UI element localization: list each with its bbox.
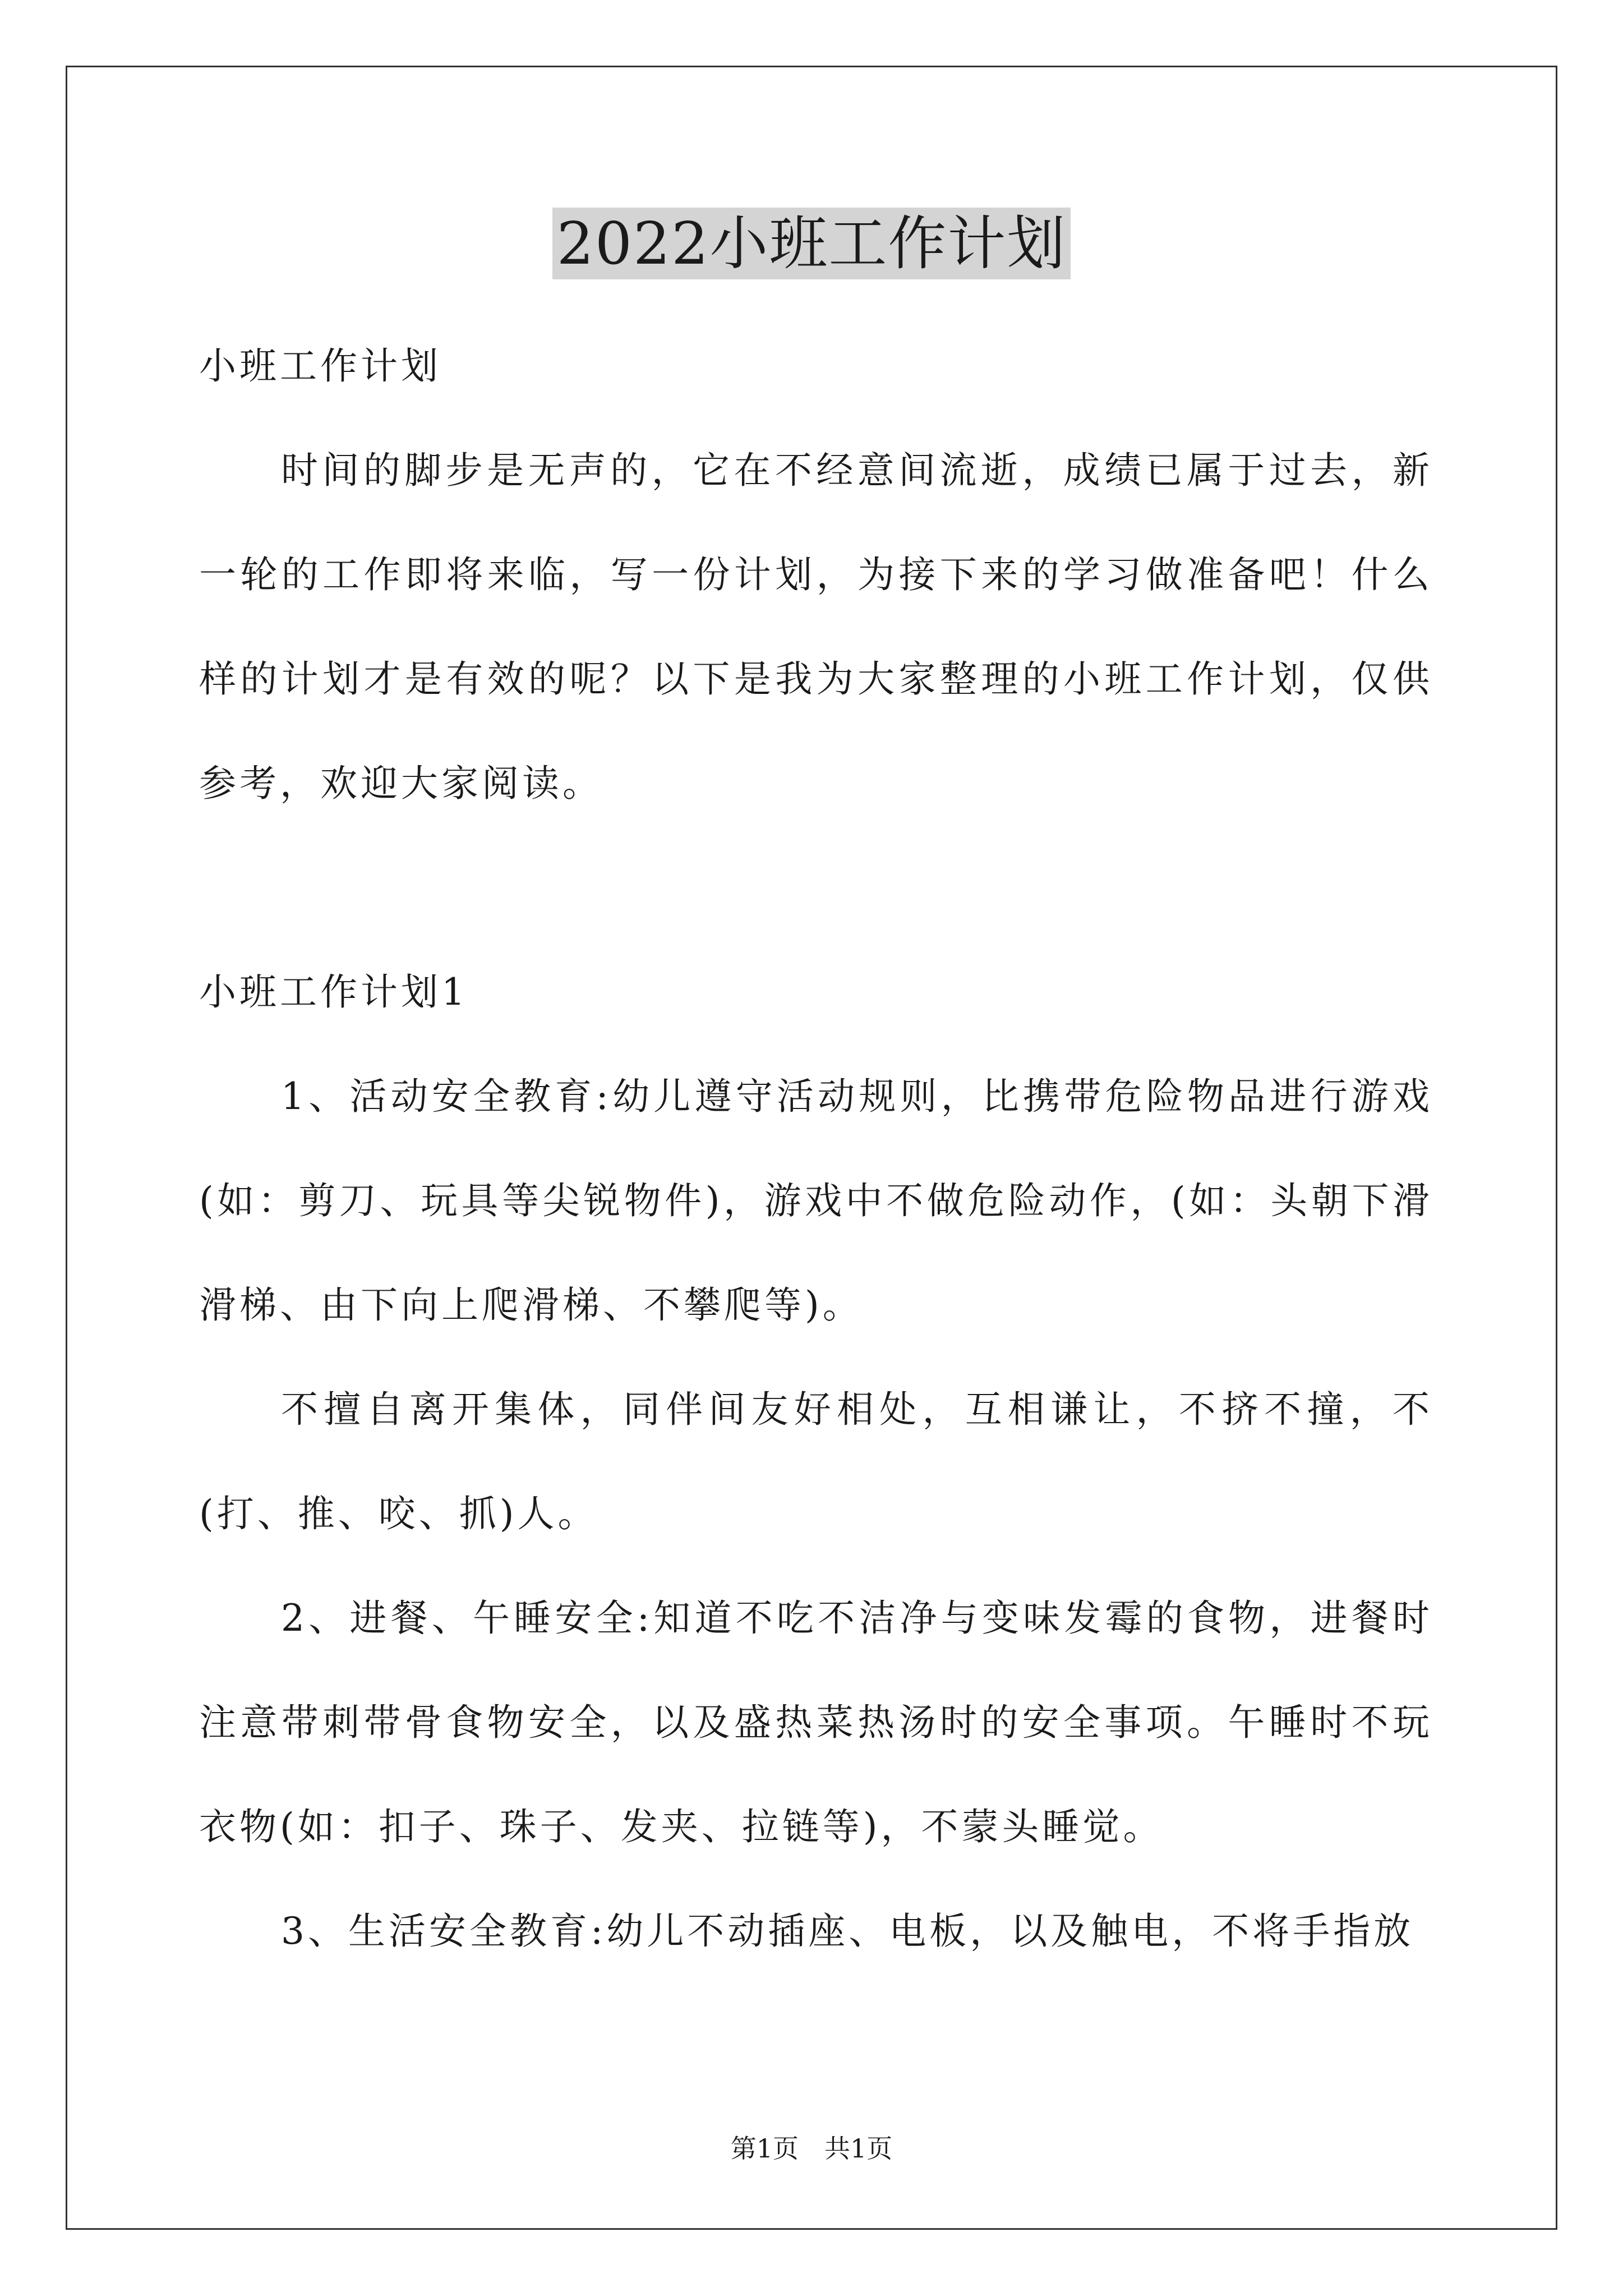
- document-subtitle: 小班工作计划: [199, 344, 441, 388]
- section-heading: 小班工作计划1: [199, 970, 468, 1014]
- document-body: [199, 314, 1433, 1984]
- section-spacer: [199, 836, 1433, 940]
- document-title: 2022小班工作计划: [552, 208, 1071, 279]
- intro-paragraph: 时间的脚步是无声的，它在不经意间流逝，成绩已属于过去，新一轮的工作即将来临，写一份计划，为接下来的学习做准备吧！什么样的计划才是有效的呢？以下是我为大家整理的小班工作计划，仅供参考，欢迎大家阅读。: [199, 449, 1433, 805]
- page-number: 第1页 共1页: [730, 2133, 893, 2164]
- body-paragraph: 不擅自离开集体，同伴间友好相处，互相谦让，不挤不撞，不(打、推、咬、抓)人。: [199, 1388, 1433, 1535]
- body-paragraph: 2、进餐、午睡安全:知道不吃不洁净与变味发霉的食物，进餐时注意带刺带骨食物安全，以及盛热菜热汤时的安全事项。午睡时不玩衣物(如：扣子、珠子、发夹、拉链等)，不蒙头睡觉。: [199, 1596, 1433, 1848]
- title-container: [0, 208, 1623, 279]
- body-paragraph: 1、活动安全教育:幼儿遵守活动规则，比携带危险物品进行游戏(如：剪刀、玩具等尖锐物件)，游戏中不做危险动作，(如：头朝下滑滑梯、由下向上爬滑梯、不攀爬等)。: [199, 1075, 1433, 1327]
- page-footer: [0, 2132, 1623, 2165]
- body-paragraph: 3、生活安全教育:幼儿不动插座、电板，以及触电，不将手指放: [281, 1910, 1414, 1953]
